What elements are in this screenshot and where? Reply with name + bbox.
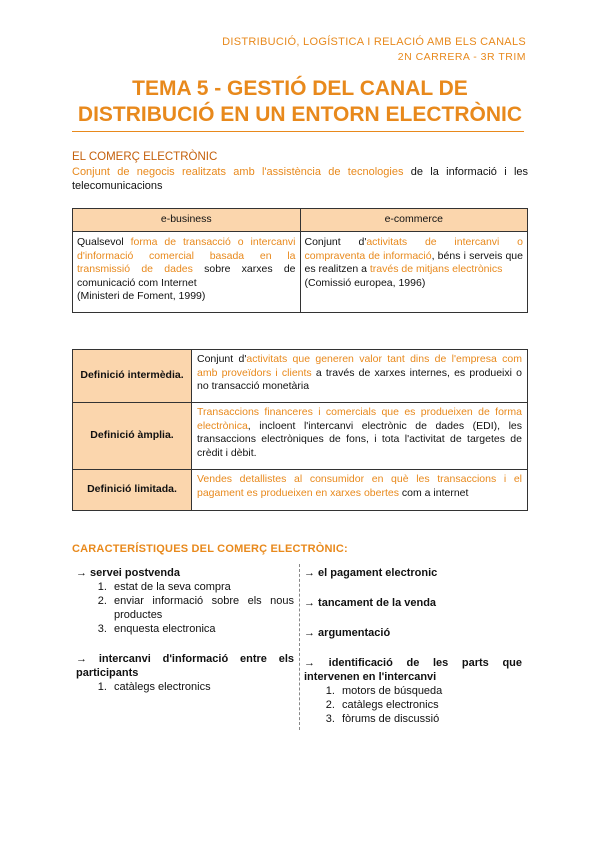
list-item: 2. catàlegs electronics [338, 698, 522, 712]
list-item: 3. fòrums de discussió [338, 712, 522, 726]
source: (Comissió europea, 1996) [304, 276, 426, 289]
highlight: Transaccions financeres i comercials que es produeixen de forma electrònica [197, 406, 522, 432]
text: com a internet [398, 486, 469, 499]
list-item: 2. enviar informació sobre els nous productes [110, 594, 294, 622]
title-line-2: DISTRIBUCIÓ EN UN ENTORN ELECTRÒNIC [77, 103, 523, 126]
list-item: 1. motors de búsqueda [338, 684, 522, 698]
header-ecommerce: e-commerce [300, 209, 528, 232]
page-title [72, 76, 528, 128]
definition-key: Definició àmplia. [73, 403, 192, 470]
source: (Ministeri de Foment, 1999) [77, 290, 206, 302]
definition-key: Definició limitada. [73, 470, 192, 511]
list-item: 1. estat de la seva compra [110, 580, 294, 594]
intro-rest: de la informació i les telecomunicacions [72, 166, 529, 192]
definition-value [192, 403, 528, 470]
course-header: DISTRIBUCIÓ, LOGÍSTICA I RELACIÓ AMB ELS CANALS [222, 36, 526, 48]
header-ebusiness: e-business [73, 209, 301, 232]
definition-row [73, 470, 528, 511]
intercanvi-list [76, 680, 294, 694]
highlight: activitats que generen valor tant dins de l'empresa com amb proveïdors i clients [197, 353, 523, 379]
characteristics-left-column [76, 566, 294, 694]
title-line-1: TEMA 5 - GESTIÓ DEL CANAL DE [132, 77, 468, 100]
text: Conjunt d' [304, 236, 367, 248]
characteristics-right-column [304, 566, 522, 726]
identificacio-list [304, 684, 522, 726]
definition-row [73, 403, 528, 470]
comparison-table [72, 208, 528, 313]
highlight: forma de transacció o intercanvi d'informació comercial basada en la transmissió de dades [77, 236, 296, 275]
definition-value [192, 470, 528, 511]
column-divider [299, 564, 300, 730]
intro-definition [72, 165, 528, 193]
text: , incloent l'intercanvi electrònic de dades (EDI), les transaccions electròniques de fons, i tota l'activitat de targetes de crèdit i dèbit. [197, 419, 522, 459]
list-item: 3. enquesta electronica [110, 622, 294, 636]
intro-highlight: Conjunt de negocis realitzats amb l'assistència de tecnologies [72, 166, 404, 178]
characteristics-heading: CARACTERÍSTIQUES DEL COMERÇ ELECTRÒNIC: [72, 543, 348, 555]
highlight: través de mitjans electrònics [369, 263, 503, 275]
definition-value [192, 350, 528, 403]
list-item: 1. catàlegs electronics [110, 680, 294, 694]
text: a través de xarxes internes, es produeixi o no transacció monetària [197, 366, 522, 392]
tancament-venda: → tancament de la venda [304, 597, 437, 609]
ebusiness-cell [73, 232, 301, 313]
term-header: 2N CARRERA - 3R TRIM [397, 51, 526, 63]
section-heading: EL COMERÇ ELECTRÒNIC [72, 151, 218, 163]
title-underline [72, 131, 524, 132]
servei-list [76, 580, 294, 636]
text: sobre xarxes de comunicació com Internet [77, 263, 296, 289]
identificacio-parts: → identificació de les parts que intervenen en l'intercanvi [304, 657, 522, 683]
text: , béns i serveis que es realitzen a [304, 249, 523, 275]
definition-key: Definició intermèdia. [73, 350, 192, 403]
servei-postvenda: → servei postvenda [76, 567, 180, 579]
definitions-table [72, 349, 528, 511]
highlight: Vendes detallistes al consumidor en què les transaccions i el pagament es produeixen en xarxes obertes [197, 473, 522, 499]
definition-row [73, 350, 528, 403]
highlight: activitats de intercanvi o compraventa de informació [304, 236, 523, 262]
ecommerce-cell [300, 232, 528, 313]
pagament-electronic: → el pagament electronic [304, 567, 438, 579]
text: Conjunt d' [197, 353, 247, 365]
text: Qualsevol [77, 236, 131, 248]
intercanvi-informacio: → intercanvi d'informació entre els participants [76, 653, 294, 679]
argumentacio: → argumentació [304, 627, 391, 639]
